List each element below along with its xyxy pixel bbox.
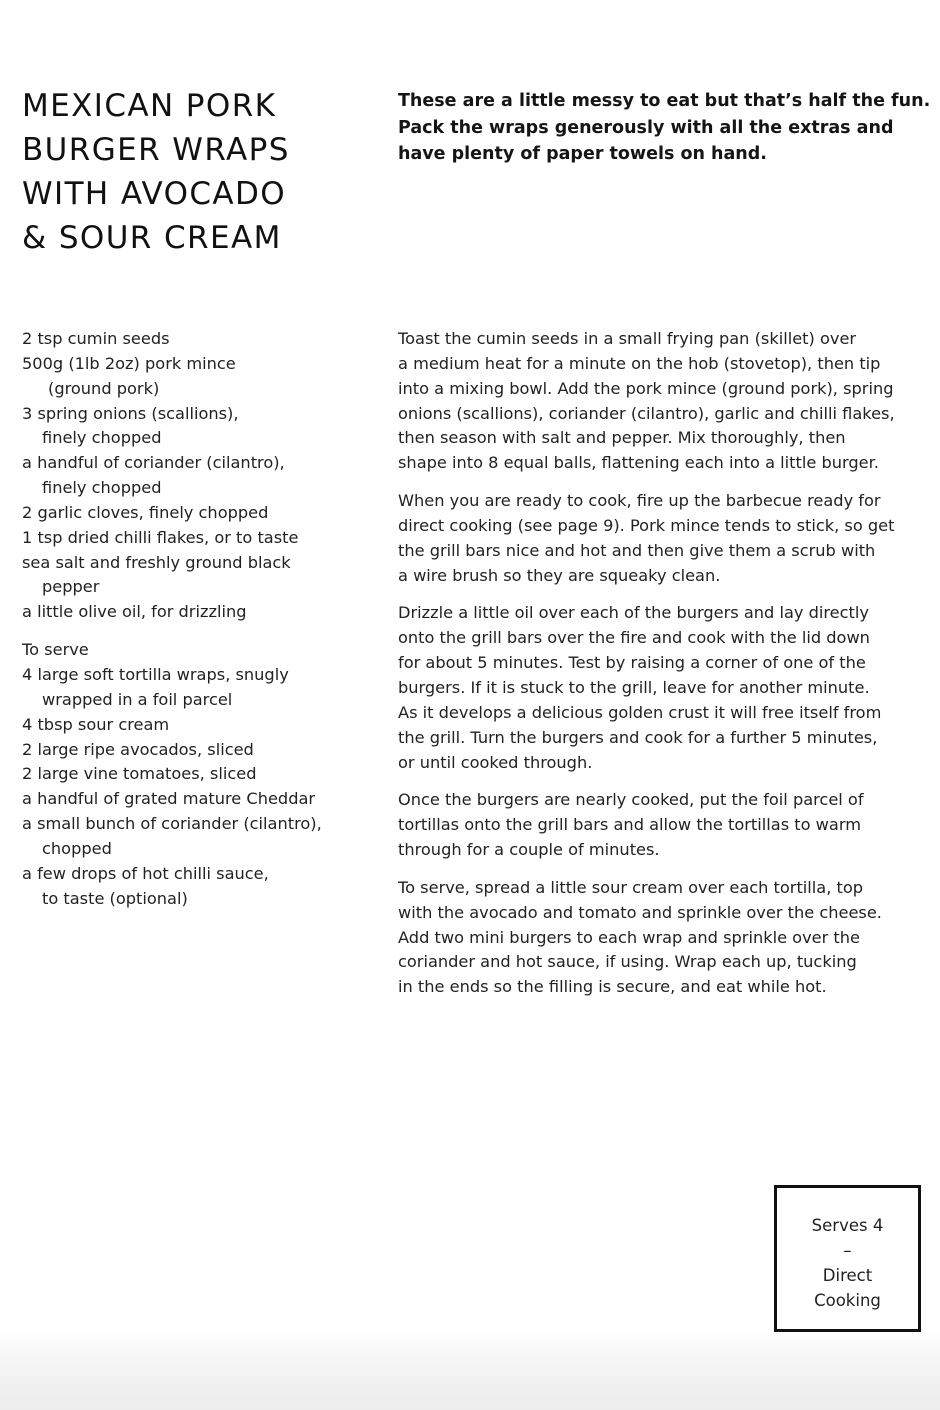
ingredient-line: 1 tsp dried chilli flakes, or to taste [22,527,299,547]
ingredient-line: 2 tsp cumin seeds [22,329,170,348]
recipe-intro [398,88,931,168]
method-line: As it develops a delicious golden crust it will free itself from [398,702,882,722]
method-line: burgers. If it is stuck to the grill, leave for another minute. [398,677,870,697]
cooking-method-line: Cooking [814,1291,881,1310]
method-paragraph [398,788,934,863]
method-line: tortillas onto the grill bars and allow the tortillas to warm [398,815,861,835]
method-line: Drizzle a little oil over each of the burgers and lay directly [398,603,869,623]
serves-info-box [774,1185,921,1332]
serve-item-line: 2 large ripe avocados, sliced [22,739,254,759]
intro-line: These are a little messy to eat but that’s half the fun. [398,91,931,111]
method-line: a wire brush so they are squeaky clean. [398,565,721,585]
ingredient-line: 2 garlic cloves, finely chopped [22,502,269,522]
recipe-title [22,84,382,260]
ingredient-line: 3 spring onions (scallions), [22,403,239,423]
method-paragraph [398,327,934,476]
to-serve-heading: To serve [22,640,89,660]
method-line: coriander and hot sauce, if using. Wrap each up, tucking [398,952,857,972]
title-line: BURGER WRAPS [22,132,290,168]
ingredient-line: a handful of coriander (cilantro), [22,453,285,473]
method-line: through for a couple of minutes. [398,840,660,860]
intro-line: Pack the wraps generously with all the extras and [398,117,894,138]
cooking-method-line: Direct [822,1266,873,1285]
ingredient-line: finely chopped [42,478,162,498]
serve-item-line: a handful of grated mature Cheddar [22,789,316,809]
serve-item-line: a few drops of hot chilli sauce, [22,863,269,883]
ingredient-line: sea salt and freshly ground black [22,552,291,572]
title-line: & SOUR CREAM [22,220,282,256]
serve-item-line: 4 tbsp sour cream [22,714,170,734]
method-line: direct cooking (see page 9). Pork mince tends to stick, so get [398,515,895,535]
serves-count: Serves 4 [811,1216,884,1235]
ingredient-line: finely chopped [42,428,162,448]
serve-item-line: wrapped in a foil parcel [42,689,233,709]
method-line: onions (scallions), coriander (cilantro), garlic and chilli flakes, [398,403,895,423]
method-line: the grill bars nice and hot and then give them a scrub with [398,540,876,560]
serve-item-line: a small bunch of coriander (cilantro), [22,814,322,834]
method-line: into a mixing bowl. Add the pork mince (ground pork), spring [398,378,894,398]
serve-item-line: 2 large vine tomatoes, sliced [22,764,257,784]
method-steps [398,327,934,1013]
ingredient-line: a little olive oil, for drizzling [22,602,247,622]
method-line: Toast the cumin seeds in a small frying pan (skillet) over [398,329,857,348]
method-line: Once the burgers are nearly cooked, put the foil parcel of [398,790,864,810]
title-line: WITH AVOCADO [22,176,287,212]
method-line: shape into 8 equal balls, flattening each into a little burger. [398,453,879,473]
serves-divider: – [843,1241,852,1260]
method-line: or until cooked through. [398,752,593,772]
method-line: To serve, spread a little sour cream over each tortilla, top [398,877,864,897]
ingredient-line: (ground pork) [48,378,160,398]
method-line: onto the grill bars over the fire and cook with the lid down [398,628,870,648]
serve-item-line: chopped [42,838,112,858]
method-paragraph [398,601,934,775]
serve-item-line: to taste (optional) [42,888,188,908]
title-line: MEXICAN PORK [22,88,277,124]
method-paragraph [398,876,934,1000]
method-line: in the ends so the filling is secure, and eat while hot. [398,977,827,997]
ingredient-line: 500g (1lb 2oz) pork mince [22,353,236,373]
intro-line: have plenty of paper towels on hand. [398,144,767,164]
method-line: with the avocado and tomato and sprinkle over the cheese. [398,902,882,922]
method-line: for about 5 minutes. Test by raising a corner of one of the [398,653,866,673]
ingredients-list [22,327,372,911]
method-line: When you are ready to cook, fire up the barbecue ready for [398,491,881,511]
method-line: Add two mini burgers to each wrap and sprinkle over the [398,927,860,947]
ingredient-line: pepper [42,577,100,597]
method-line: a medium heat for a minute on the hob (stovetop), then tip [398,353,881,373]
method-line: then season with salt and pepper. Mix thoroughly, then [398,428,846,448]
serve-item-line: 4 large soft tortilla wraps, snugly [22,664,289,684]
method-paragraph [398,489,934,588]
method-line: the grill. Turn the burgers and cook for a further 5 minutes, [398,727,878,747]
